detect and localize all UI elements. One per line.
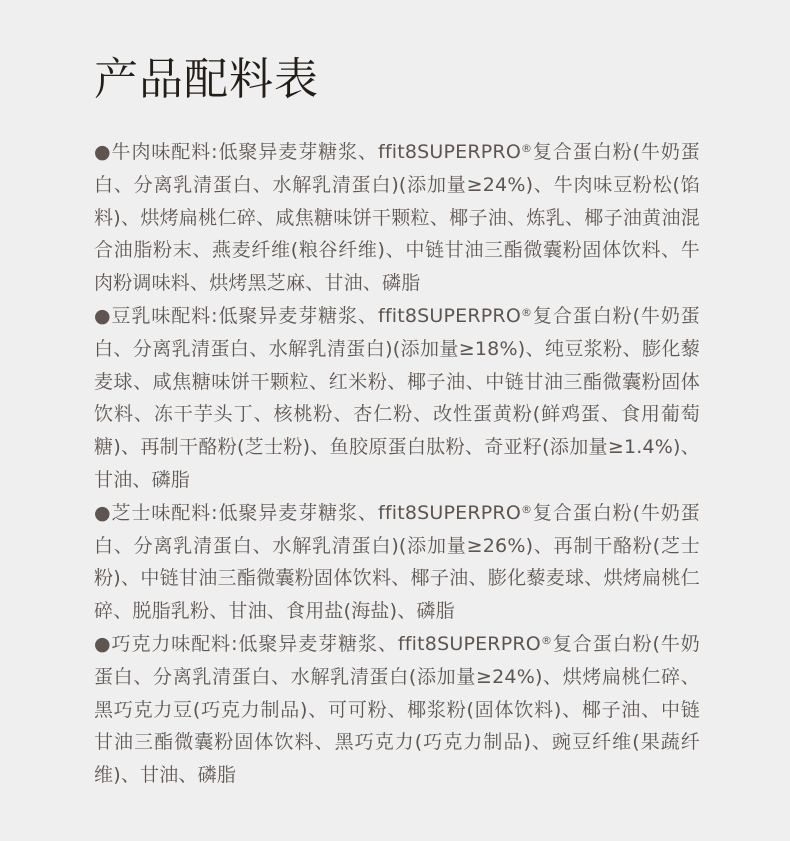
bullet-icon: ● [94, 304, 112, 327]
ingredient-cheese-text-b: 复合蛋白粉(牛奶蛋白、分离乳清蛋白、水解乳清蛋白)(添加量≥26%)、再制干酪粉(芝士粉)、中链甘油三酯微囊粉固体饮料、椰子油、膨化藜麦球、烘烤扁桃仁碎、脱脂乳粉、甘油、食用盐(海盐)、磷脂 [94, 501, 700, 623]
ingredient-beef-text-b: 复合蛋白粉(牛奶蛋白、分离乳清蛋白、水解乳清蛋白)(添加量≥24%)、牛肉味豆粉松(馅料)、烘烤扁桃仁碎、咸焦糖味饼干颗粒、椰子油、炼乳、椰子油黄油混合油脂粉末、燕麦纤维(粮谷纤维)、中链甘油三酯微囊粉固体饮料、牛肉粉调味料、烘烤黑芝麻、甘油、磷脂 [94, 141, 700, 295]
registered-mark: ® [521, 142, 533, 155]
bullet-icon: ● [94, 141, 112, 163]
registered-mark: ® [521, 305, 533, 319]
bullet-icon: ● [94, 501, 112, 524]
ingredient-beef-text-a: 牛肉味配料:低聚异麦芽糖浆、ffit8SUPERPRO [111, 141, 521, 163]
ingredient-chocolate-text-b: 复合蛋白粉(牛奶蛋白、分离乳清蛋白、水解乳清蛋白(添加量≥24%)、烘烤扁桃仁碎、黑巧克力豆(巧克力制品)、可可粉、椰浆粉(固体饮料)、椰子油、中链甘油三酯微囊粉固体饮料、黑巧克力(巧克力制品)、豌豆纤维(果蔬纤维)、甘油、磷脂 [94, 632, 701, 787]
ingredient-cheese [94, 497, 700, 628]
bullet-icon: ● [94, 632, 112, 655]
ingredient-soymilk [94, 300, 700, 497]
registered-mark: ® [540, 633, 553, 647]
ingredient-soymilk-text-a: 豆乳味配料:低聚异麦芽糖浆、ffit8SUPERPRO [111, 304, 521, 327]
ingredient-chocolate-text-a: 巧克力味配料:低聚异麦芽糖浆、ffit8SUPERPRO [111, 632, 541, 655]
ingredient-soymilk-text-b: 复合蛋白粉(牛奶蛋白、分离乳清蛋白、水解乳清蛋白)(添加量≥18%)、纯豆浆粉、膨化藜麦球、咸焦糖味饼干颗粒、红米粉、椰子油、中链甘油三酯微囊粉固体饮料、冻干芋头丁、核桃粉、杏仁粉、改性蛋黄粉(鲜鸡蛋、食用葡萄糖)、再制干酪粉(芝士粉)、鱼胶原蛋白肽粉、奇亚籽(添加量≥1.4%)、甘油、磷脂 [94, 304, 700, 491]
registered-mark: ® [521, 502, 533, 516]
ingredient-beef [94, 136, 700, 300]
ingredient-cheese-text-a: 芝士味配料:低聚异麦芽糖浆、ffit8SUPERPRO [111, 501, 521, 524]
page-title: 产品配料表 [94, 54, 319, 105]
ingredient-chocolate [94, 628, 700, 792]
ingredient-list [94, 136, 700, 792]
